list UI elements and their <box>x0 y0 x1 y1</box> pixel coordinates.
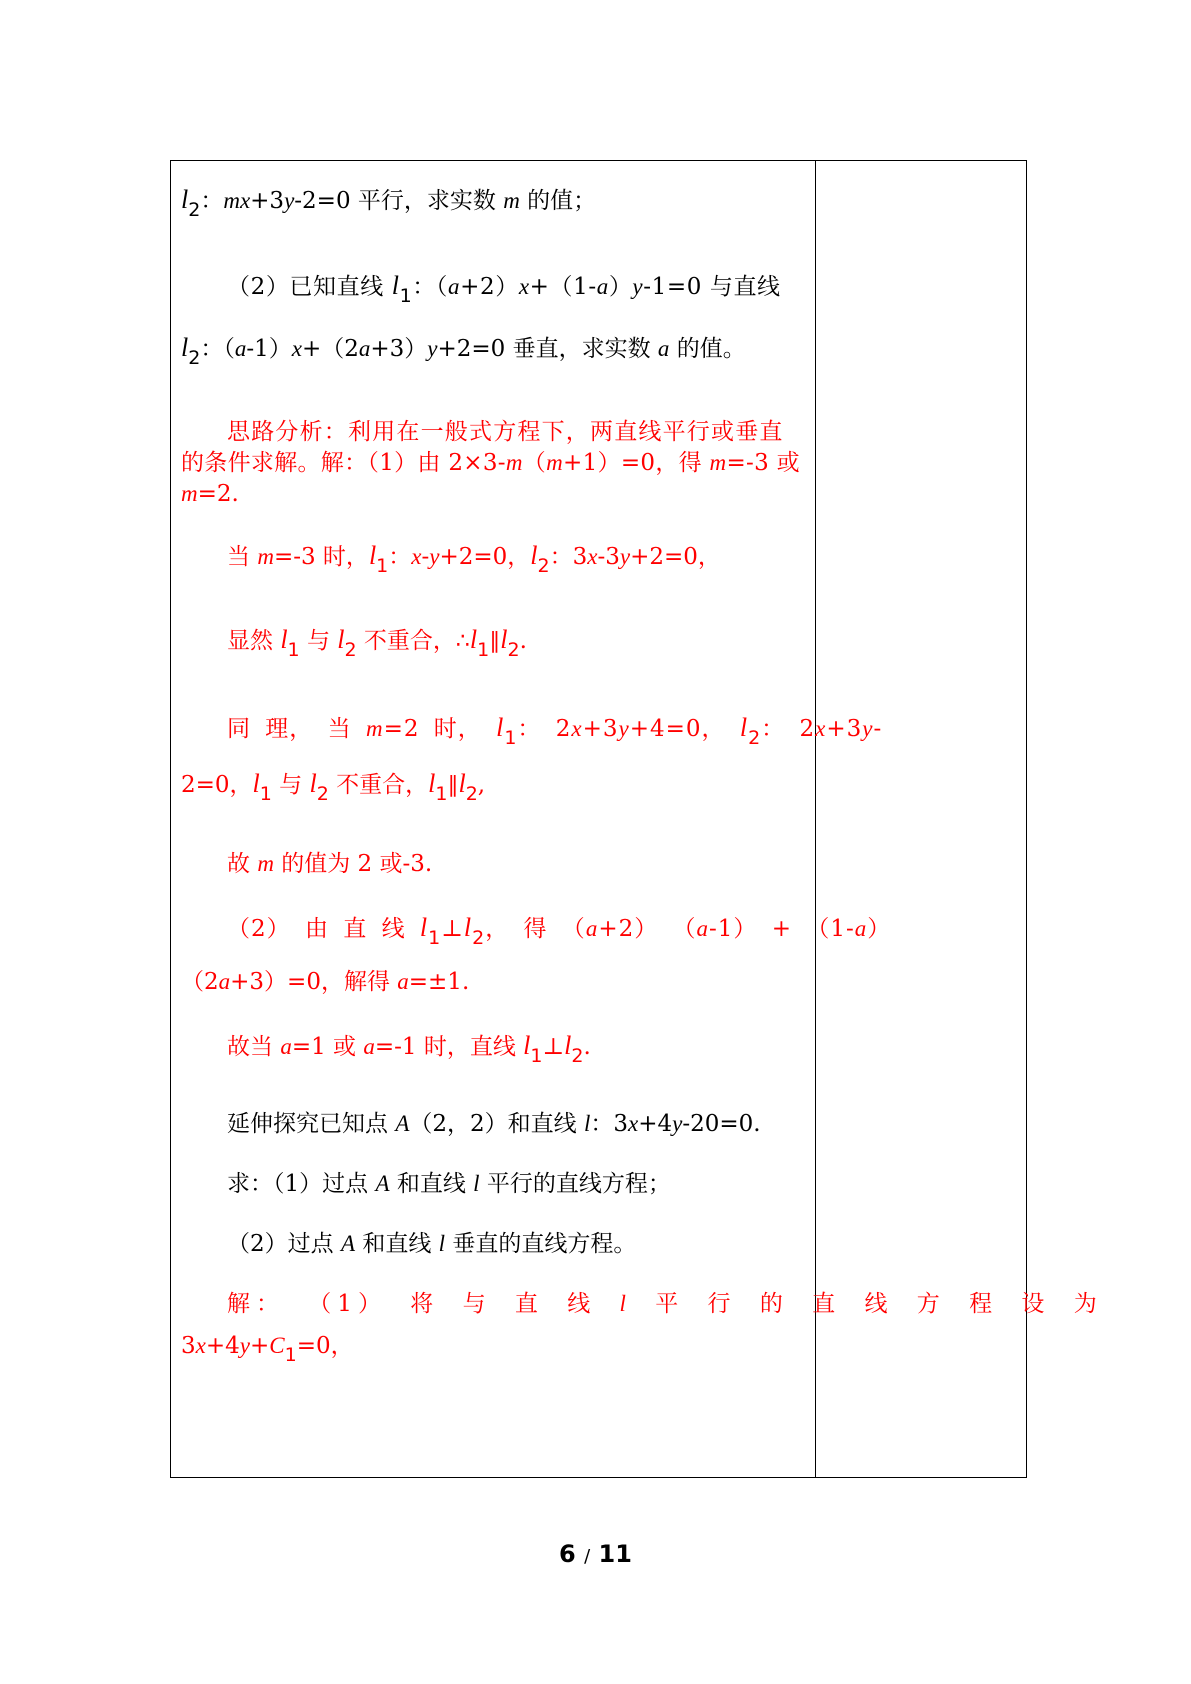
column-divider <box>815 161 816 1477</box>
part-2-line-2: （2a+3）=0，解得 a=±1. <box>181 969 470 995</box>
answer-m: 故 m 的值为 2 或-3. <box>227 851 433 877</box>
page-total: 11 <box>598 1540 632 1568</box>
analysis-line-2: 的条件求解。解：（1）由 2×3-m（m+1）=0，得 m=-3 或 <box>181 450 800 476</box>
solution-line-1: 解： （1） 将 与 直 线 l 平 行 的 直 线 方 程 设 为 <box>227 1291 1103 1317</box>
analysis-line-3: m=2. <box>181 481 239 507</box>
case-m-neg3: 当 m=-3 时，$l_1$：x-y+2=0，$l_2$：3x-3y+2=0， <box>227 541 721 577</box>
answer-a: 故当 a=1 或 a=-1 时，直线 $l_1\perp l_2$. <box>227 1031 591 1067</box>
part-2-line-1: （2） 由 直 线 $l_1\perp l_2$， 得 （a+2） （a-1） + （1-a） <box>227 913 892 949</box>
case-m-2-line-2: 2=0，$l_1$ 与 $l_2$ 不重合，$l_1\parallel l_2$, <box>181 769 486 805</box>
page-number <box>0 1540 1191 1568</box>
solution-line-2: $3x+4y+C_1=0$， <box>181 1333 354 1366</box>
extension-ask-2: （2）过点 A 和直线 l 垂直的直线方程。 <box>227 1231 637 1257</box>
question-1-tail: $l_2$：mx+3y-2=0 平行，求实数 m 的值； <box>181 185 597 221</box>
case-m-neg3-conclusion: 显然 $l_1$ 与 $l_2$ 不重合，$\therefore l_1\parallel l_2$. <box>227 625 527 661</box>
case-m-2-line-1: 同 理， 当 m=2 时， $l_1$： 2x+3y+4=0， $l_2$： 2x+3y- <box>227 713 883 749</box>
content-table <box>170 160 1103 1478</box>
question-2-line-1: （2）已知直线 $l_1$：（a+2）x+（1-a）y-1=0 与直线 <box>227 271 781 307</box>
analysis-line-1: 思路分析：利用在一般式方程下，两直线平行或垂直 <box>227 419 784 445</box>
page-separator: / <box>584 1546 591 1567</box>
extension-ask-1: 求：（1）过点 A 和直线 l 平行的直线方程； <box>227 1171 671 1197</box>
page-current: 6 <box>559 1540 576 1568</box>
question-2-line-2: $l_2$：（a-1）x+（2a+3）y+2=0 垂直，求实数 a 的值。 <box>181 333 746 369</box>
extension-problem: 延伸探究已知点 A（2，2）和直线 l：3x+4y-20=0. <box>227 1111 761 1137</box>
